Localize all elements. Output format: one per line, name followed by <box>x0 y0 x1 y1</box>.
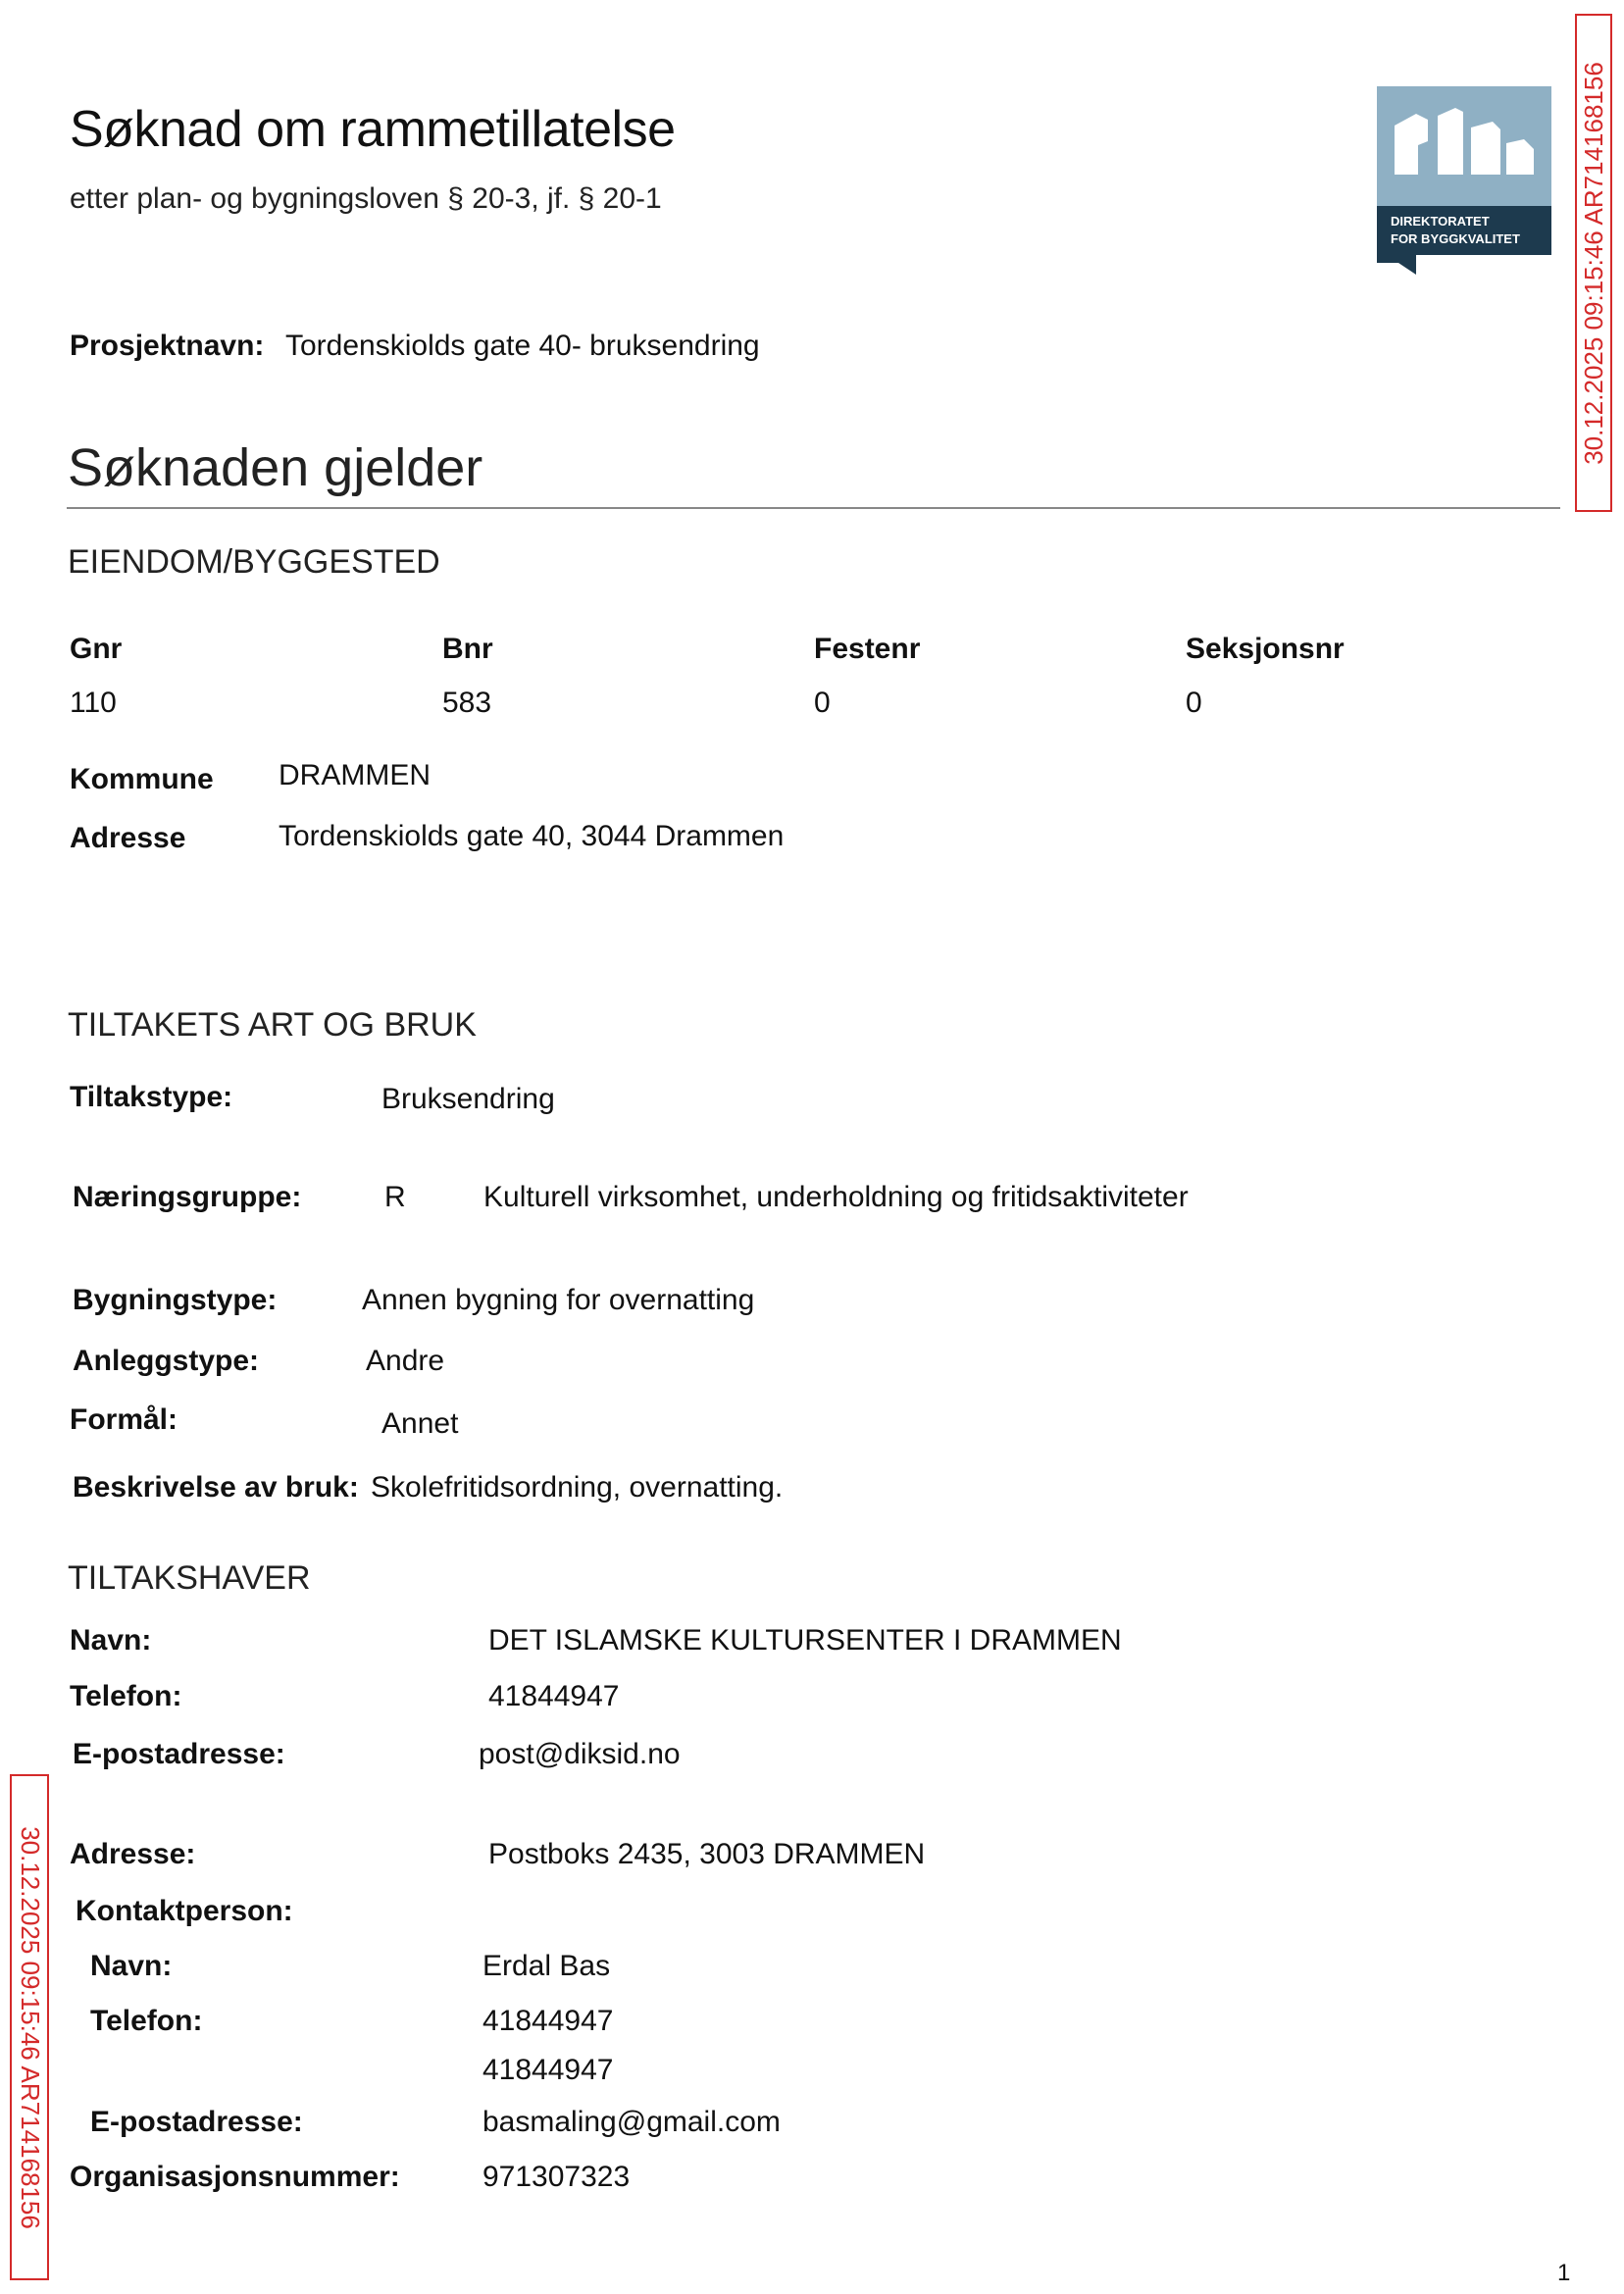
dibk-logo-icon <box>1377 86 1551 275</box>
gnr-value: 110 <box>70 687 117 719</box>
received-stamp-right <box>1575 14 1612 512</box>
seksjonsnr-label: Seksjonsnr <box>1186 633 1345 665</box>
received-stamp-left <box>10 1774 49 2280</box>
tiltakstype-value: Bruksendring <box>381 1083 555 1115</box>
document-title: Søknad om rammetillatelse <box>70 101 676 158</box>
tiltakshaver-telefon-label: Telefon: <box>70 1680 182 1712</box>
formal-value: Annet <box>381 1407 459 1440</box>
kontaktperson-label: Kontaktperson: <box>76 1895 293 1927</box>
logo-line2: FOR BYGGKVALITET <box>1391 231 1520 246</box>
kontakt-epost-value: basmaling@gmail.com <box>482 2106 781 2138</box>
kontakt-telefon-value-2: 41844947 <box>482 2054 614 2086</box>
bygningstype-label: Bygningstype: <box>73 1284 278 1316</box>
formal-label: Formål: <box>70 1403 178 1436</box>
bnr-value: 583 <box>442 687 492 719</box>
section-tiltakshaver-heading: TILTAKSHAVER <box>68 1559 311 1597</box>
gnr-label: Gnr <box>70 633 123 665</box>
naeringsgruppe-value: Kulturell virksomhet, underholdning og fritidsaktiviteter <box>483 1181 1189 1213</box>
stamp-text: 30.12.2025 09:15:46 AR714168156 <box>15 1825 45 2229</box>
document-subtitle: etter plan- og bygningsloven § 20-3, jf. § 20-1 <box>70 182 662 215</box>
tiltakshaver-epost-value: post@diksid.no <box>479 1738 681 1770</box>
kontakt-telefon-value: 41844947 <box>482 2005 614 2037</box>
kommune-label: Kommune <box>70 763 214 795</box>
kommune-value: DRAMMEN <box>279 759 431 791</box>
tiltakshaver-navn-value: DET ISLAMSKE KULTURSENTER I DRAMMEN <box>488 1624 1122 1657</box>
dibk-logo <box>1377 86 1551 275</box>
anleggstype-label: Anleggstype: <box>73 1345 260 1377</box>
kontakt-telefon-label: Telefon: <box>90 2005 203 2037</box>
tiltakshaver-telefon-value: 41844947 <box>488 1680 620 1712</box>
section-heading-main: Søknaden gjelder <box>68 438 483 497</box>
anleggstype-value: Andre <box>366 1345 445 1377</box>
kontakt-epost-label: E-postadresse: <box>90 2106 303 2138</box>
beskrivelse-value: Skolefritidsordning, overnatting. <box>371 1471 784 1504</box>
page-number: 1 <box>1557 2260 1571 2286</box>
project-label: Prosjektnavn: <box>70 330 265 362</box>
adresse-label: Adresse <box>70 822 186 854</box>
tiltakshaver-adresse-label: Adresse: <box>70 1838 196 1870</box>
kontakt-navn-value: Erdal Bas <box>482 1950 611 1982</box>
naeringsgruppe-code: R <box>384 1181 406 1213</box>
logo-line1: DIREKTORATET <box>1391 214 1490 229</box>
tiltakshaver-epost-label: E-postadresse: <box>73 1738 285 1770</box>
section-eiendom-heading: EIENDOM/BYGGESTED <box>68 543 440 581</box>
tiltakshaver-navn-label: Navn: <box>70 1624 152 1657</box>
kontakt-navn-label: Navn: <box>90 1950 173 1982</box>
stamp-text: 30.12.2025 09:15:46 AR714168156 <box>1578 61 1608 465</box>
festenr-value: 0 <box>814 687 831 719</box>
project-value: Tordenskiolds gate 40- bruksendring <box>285 330 760 362</box>
seksjonsnr-value: 0 <box>1186 687 1202 719</box>
adresse-value: Tordenskiolds gate 40, 3044 Drammen <box>279 820 785 852</box>
org-value: 971307323 <box>482 2161 631 2193</box>
org-label: Organisasjonsnummer: <box>70 2161 400 2193</box>
festenr-label: Festenr <box>814 633 921 665</box>
naeringsgruppe-label: Næringsgruppe: <box>73 1181 302 1213</box>
tiltakstype-label: Tiltakstype: <box>70 1081 233 1113</box>
section-divider <box>67 507 1560 509</box>
section-tiltak-heading: TILTAKETS ART OG BRUK <box>68 1006 477 1044</box>
tiltakshaver-adresse-value: Postboks 2435, 3003 DRAMMEN <box>488 1838 926 1870</box>
beskrivelse-label: Beskrivelse av bruk: <box>73 1471 359 1504</box>
bygningstype-value: Annen bygning for overnatting <box>362 1284 755 1316</box>
bnr-label: Bnr <box>442 633 493 665</box>
